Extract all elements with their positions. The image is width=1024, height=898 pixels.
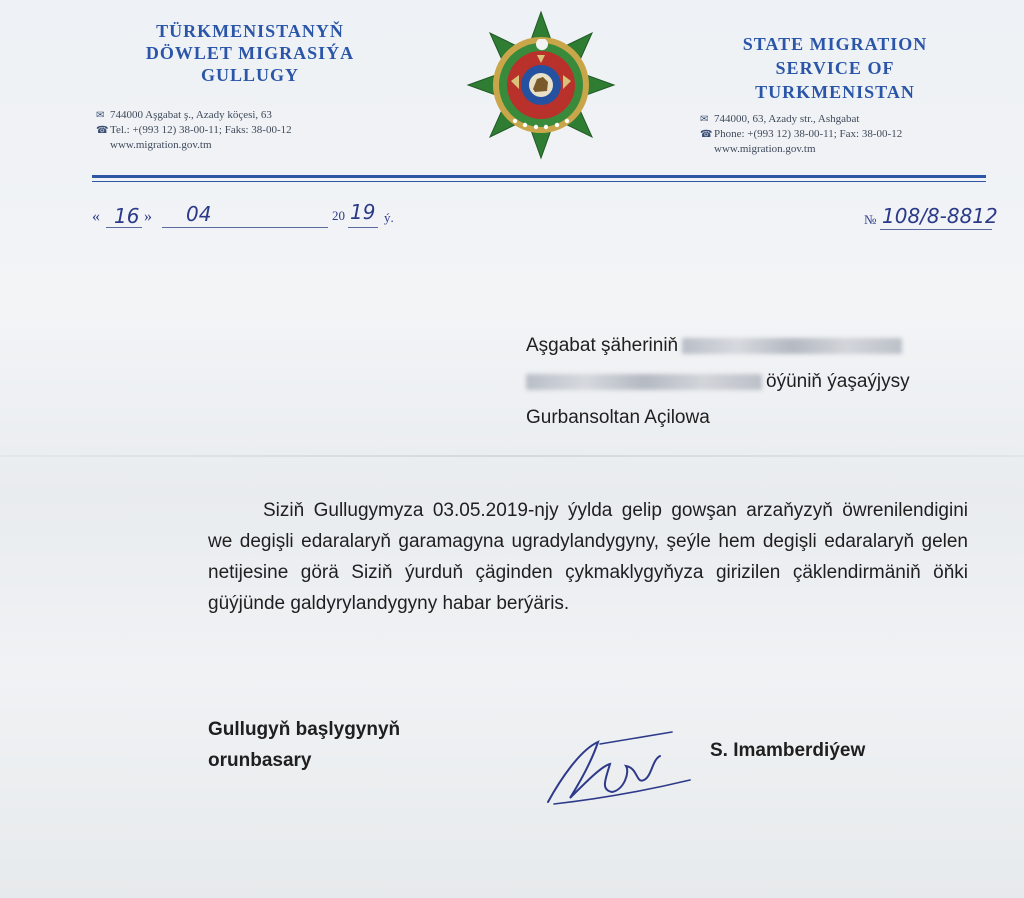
header-left-title	[110, 20, 390, 86]
date-month: 04	[186, 202, 212, 226]
state-emblem	[466, 10, 616, 160]
signatory-title-line: orunbasary	[208, 750, 312, 771]
address-city: Aşgabat şäheriniň	[526, 335, 679, 356]
number-label: №	[864, 212, 877, 227]
header-right-title	[720, 32, 950, 104]
header-rule	[92, 175, 986, 178]
handwritten-signature	[540, 720, 710, 820]
date-day: 16	[114, 204, 140, 228]
envelope-icon: ✉	[96, 110, 105, 121]
header-rule-thin	[92, 181, 986, 182]
header-left-line: TÜRKMENISTANYŇ	[156, 21, 344, 41]
redacted-house	[526, 374, 762, 390]
date-open-quote: «	[92, 208, 100, 225]
address-text: 744000, 63, Azady str., Ashgabat	[714, 113, 860, 125]
header-right-contact	[700, 112, 902, 157]
phone-icon: ☎	[96, 125, 109, 136]
address-resident: öýüniň ýaşaýjysy	[766, 371, 910, 392]
date-year-mark: ý.	[384, 210, 394, 225]
document-number: 108/8-8812	[882, 204, 998, 228]
header-right-line: SERVICE OF	[775, 58, 895, 78]
website-link[interactable]: www.migration.gov.tm	[714, 143, 816, 155]
header-right-line: STATE MIGRATION	[742, 34, 928, 54]
signatory-title	[208, 714, 400, 776]
header-left-line: DÖWLET MIGRASIÝA	[145, 43, 355, 63]
header-left-contact	[96, 108, 292, 153]
addressee-block	[526, 328, 976, 436]
year-underline	[348, 226, 378, 228]
paper-fold	[0, 455, 1024, 457]
header-right-line: TURKMENISTAN	[755, 82, 915, 102]
number-underline	[880, 228, 992, 230]
website-link[interactable]: www.migration.gov.tm	[110, 139, 212, 151]
addressee-name: Gurbansoltan Açilowa	[526, 407, 710, 428]
date-year-suffix: 19	[350, 200, 376, 224]
day-underline	[106, 226, 142, 228]
phone-text: Phone: +(993 12) 38-00-11; Fax: 38-00-12	[714, 128, 903, 140]
phone-icon: ☎	[700, 129, 713, 140]
date-close-quote: »	[144, 208, 152, 225]
header-left-line: GULLUGY	[200, 65, 299, 85]
date-year-prefix: 20	[332, 208, 345, 223]
address-text: 744000 Aşgabat ş., Azady köçesi, 63	[110, 109, 272, 121]
letter-body: Siziň Gullugymyza 03.05.2019-njy ýylda gelip gowşan arzaňyzyň öwrenilendigini we degişli edaralaryň garamagyna ugradylandygyny, şeýle hem degişli edaralaryň gelen netijesine görä Siziň ýurduň çäginden çykmaklygyňyza girizilen çäklendirmäniň öňki güýjünde galdyrylandygyny habar berýäris.	[208, 500, 968, 614]
redacted-street	[682, 338, 902, 354]
month-underline	[162, 226, 328, 228]
signatory-name: S. Imamberdiýew	[710, 740, 866, 761]
signatory-title-line: Gullugyň başlygynyň	[208, 719, 401, 740]
phone-text: Tel.: +(993 12) 38-00-11; Faks: 38-00-12	[110, 124, 292, 136]
envelope-icon: ✉	[700, 114, 709, 125]
